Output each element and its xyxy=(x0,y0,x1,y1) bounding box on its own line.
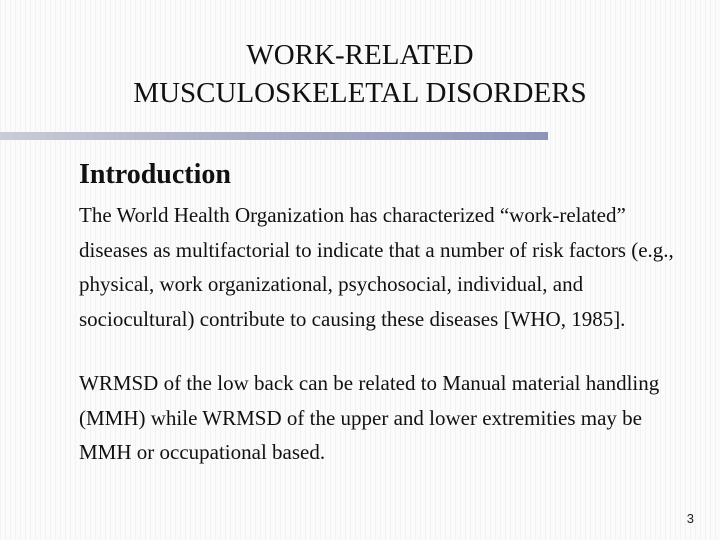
section-heading: Introduction xyxy=(79,159,231,190)
paragraph-wrmsd: WRMSD of the low back can be related to Manual material handling (MMH) while WRMSD of the upper and lower extremities may be MMH or occupational based. xyxy=(79,371,660,464)
page-number: 3 xyxy=(686,511,694,526)
slide-body xyxy=(79,156,679,470)
slide-title xyxy=(0,36,720,112)
slide-title-line-1: WORK-RELATED xyxy=(246,39,474,71)
paragraph-who: The World Health Organization has characterized “work-related” diseases as multifactorial to indicate that a number of risk factors (e.g., physical, work organizational, psychosocial, individual, and sociocultural) contribute to causing these diseases [WHO, 1985]. xyxy=(79,203,674,331)
title-divider xyxy=(0,132,548,140)
slide-title-line-2: MUSCULOSKELETAL DISORDERS xyxy=(133,77,587,109)
